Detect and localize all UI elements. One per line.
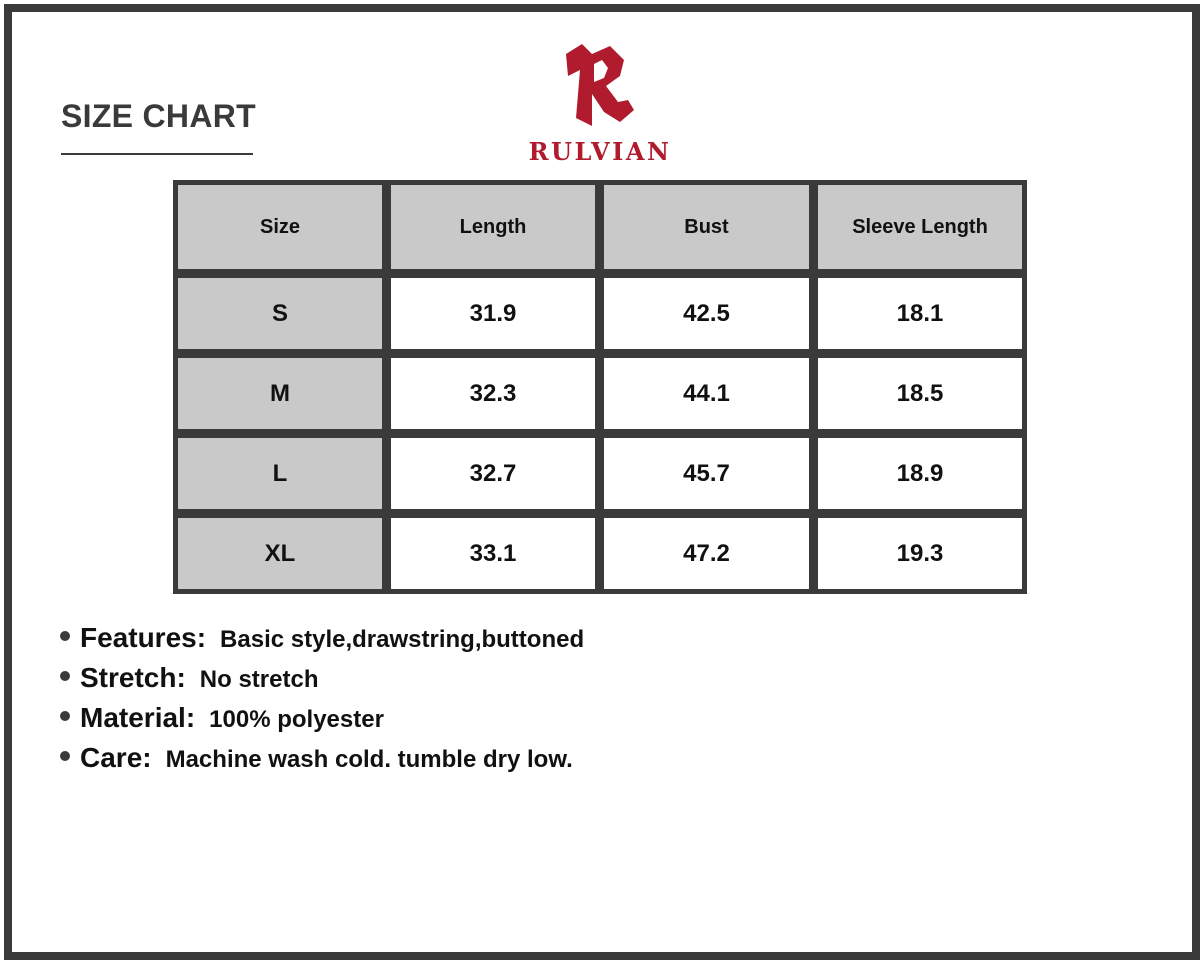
sleeve-length-cell: 19.3	[818, 518, 1022, 589]
bullet-icon	[60, 631, 70, 641]
detail-value: Machine wash cold. tumble dry low.	[165, 746, 573, 773]
length-cell: 31.9	[391, 278, 595, 349]
header-cell-bust: Bust	[604, 185, 809, 269]
brand-logo	[510, 40, 690, 170]
detail-stretch	[60, 662, 960, 702]
length-cell: 33.1	[391, 518, 595, 589]
size-cell: M	[178, 358, 382, 429]
detail-label: Stretch:	[80, 662, 186, 693]
header-cell-sleeve-length: Sleeve Length	[818, 185, 1022, 269]
header-cell-size: Size	[178, 185, 382, 269]
title-underline	[61, 153, 253, 155]
detail-value: 100% polyester	[209, 706, 384, 733]
page-title: SIZE CHART	[61, 98, 256, 134]
detail-label: Care:	[80, 742, 152, 773]
size-cell: S	[178, 278, 382, 349]
sleeve-length-cell: 18.1	[818, 278, 1022, 349]
sleeve-length-cell: 18.9	[818, 438, 1022, 509]
bust-cell: 42.5	[604, 278, 809, 349]
detail-value: Basic style,drawstring,buttoned	[220, 626, 585, 653]
bullet-icon	[60, 671, 70, 681]
detail-care	[60, 742, 960, 782]
detail-label: Features:	[80, 622, 207, 653]
sleeve-length-cell: 18.5	[818, 358, 1022, 429]
bullet-icon	[60, 711, 70, 721]
bust-cell: 47.2	[604, 518, 809, 589]
rulvian-r-logo-icon	[562, 40, 642, 132]
size-cell: XL	[178, 518, 382, 589]
bust-cell: 45.7	[604, 438, 809, 509]
detail-features	[60, 622, 960, 662]
bust-cell: 44.1	[604, 358, 809, 429]
size-table	[173, 180, 1027, 594]
size-cell: L	[178, 438, 382, 509]
length-cell: 32.7	[391, 438, 595, 509]
header-cell-length: Length	[391, 185, 595, 269]
detail-material	[60, 702, 960, 742]
product-details-list	[60, 622, 960, 782]
detail-value: No stretch	[199, 666, 319, 693]
detail-label: Material:	[80, 702, 196, 733]
brand-name: RULVIAN	[528, 137, 672, 166]
bullet-icon	[60, 751, 70, 761]
length-cell: 32.3	[391, 358, 595, 429]
